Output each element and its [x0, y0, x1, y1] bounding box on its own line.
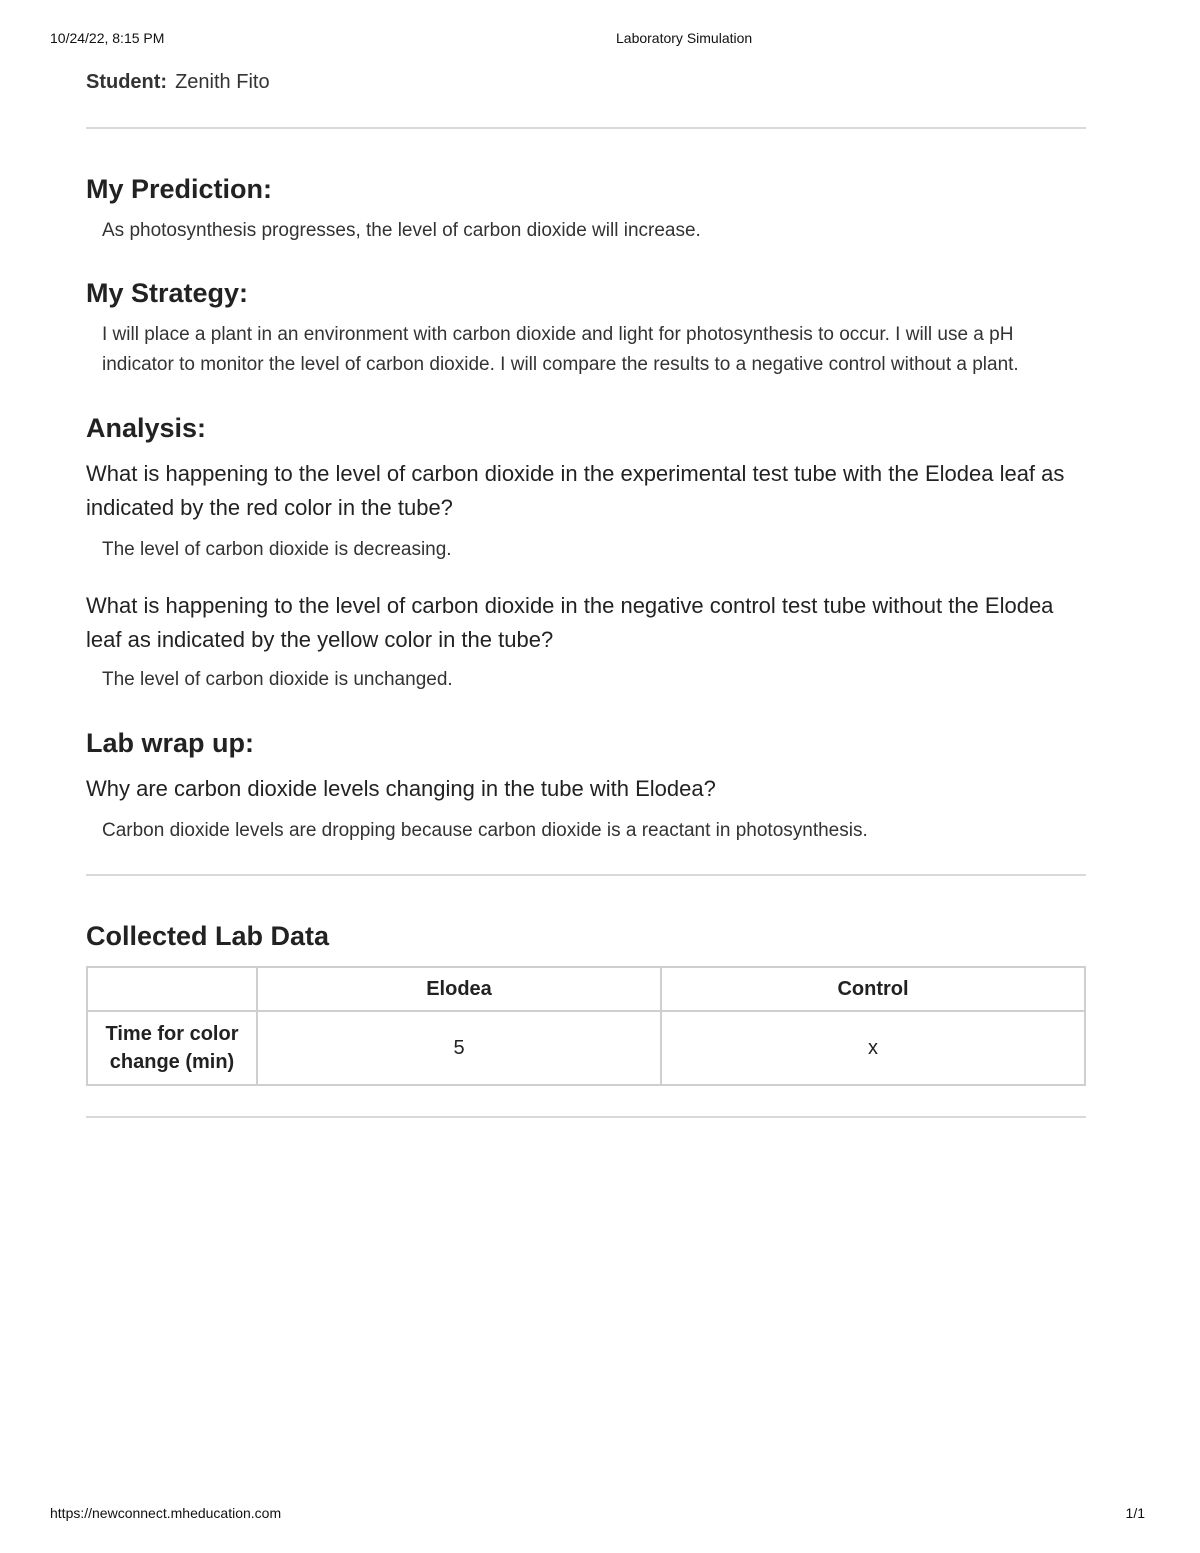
analysis-heading: Analysis:	[86, 413, 207, 443]
wrap-up-question: Why are carbon dioxide levels changing in the tube with Elodea?	[86, 776, 716, 801]
wrap-up-answer: Carbon dioxide levels are dropping because carbon dioxide is a reactant in photosynthesis.	[102, 820, 868, 841]
table-header-elodea: Elodea	[257, 967, 661, 1011]
student-line	[86, 68, 1086, 96]
student-name: Zenith Fito	[175, 71, 270, 93]
print-footer	[50, 1505, 1145, 1523]
prediction-text: As photosynthesis progresses, the level of carbon dioxide will increase.	[102, 220, 701, 241]
print-page-number: 1/1	[1125, 1505, 1145, 1521]
strategy-text: I will place a plant in an environment with carbon dioxide and light for photosynthesis to occur. I will use a pH indicator to monitor the level of carbon dioxide. I will compare the results to a negative control without a plant.	[102, 324, 1019, 375]
analysis-question-2: What is happening to the level of carbon dioxide in the negative control test tube without the Elodea leaf as indicated by the yellow color in the tube?	[86, 593, 1054, 652]
lab-data-heading: Collected Lab Data	[86, 921, 330, 951]
analysis-answer-1: The level of carbon dioxide is decreasing.	[102, 539, 452, 560]
student-label: Student:	[86, 71, 168, 93]
table-row	[87, 1011, 1085, 1085]
analysis-question-1: What is happening to the level of carbon dioxide in the experimental test tube with the Elodea leaf as indicated by the red color in the tube?	[86, 461, 1065, 520]
table-header-control: Control	[661, 967, 1085, 1011]
table-cell-control: x	[661, 1011, 1085, 1085]
wrap-up-heading: Lab wrap up:	[86, 728, 254, 758]
report-content	[86, 68, 1086, 1118]
analysis-answer-2: The level of carbon dioxide is unchanged.	[102, 669, 453, 690]
print-page-title: Laboratory Simulation	[616, 30, 753, 46]
table-header-cell-empty	[87, 967, 257, 1011]
table-cell-elodea: 5	[257, 1011, 661, 1085]
table-header-row	[87, 967, 1085, 1011]
divider	[86, 127, 1086, 129]
strategy-heading: My Strategy:	[86, 278, 249, 308]
prediction-heading: My Prediction:	[86, 174, 273, 204]
divider	[86, 874, 1086, 876]
print-url: https://newconnect.mheducation.com	[50, 1505, 282, 1521]
divider	[86, 1116, 1086, 1118]
table-row-label: Time for color change (min)	[87, 1011, 257, 1085]
print-datetime: 10/24/22, 8:15 PM	[50, 30, 165, 46]
print-header	[50, 30, 1150, 48]
lab-data-table	[86, 966, 1086, 1086]
